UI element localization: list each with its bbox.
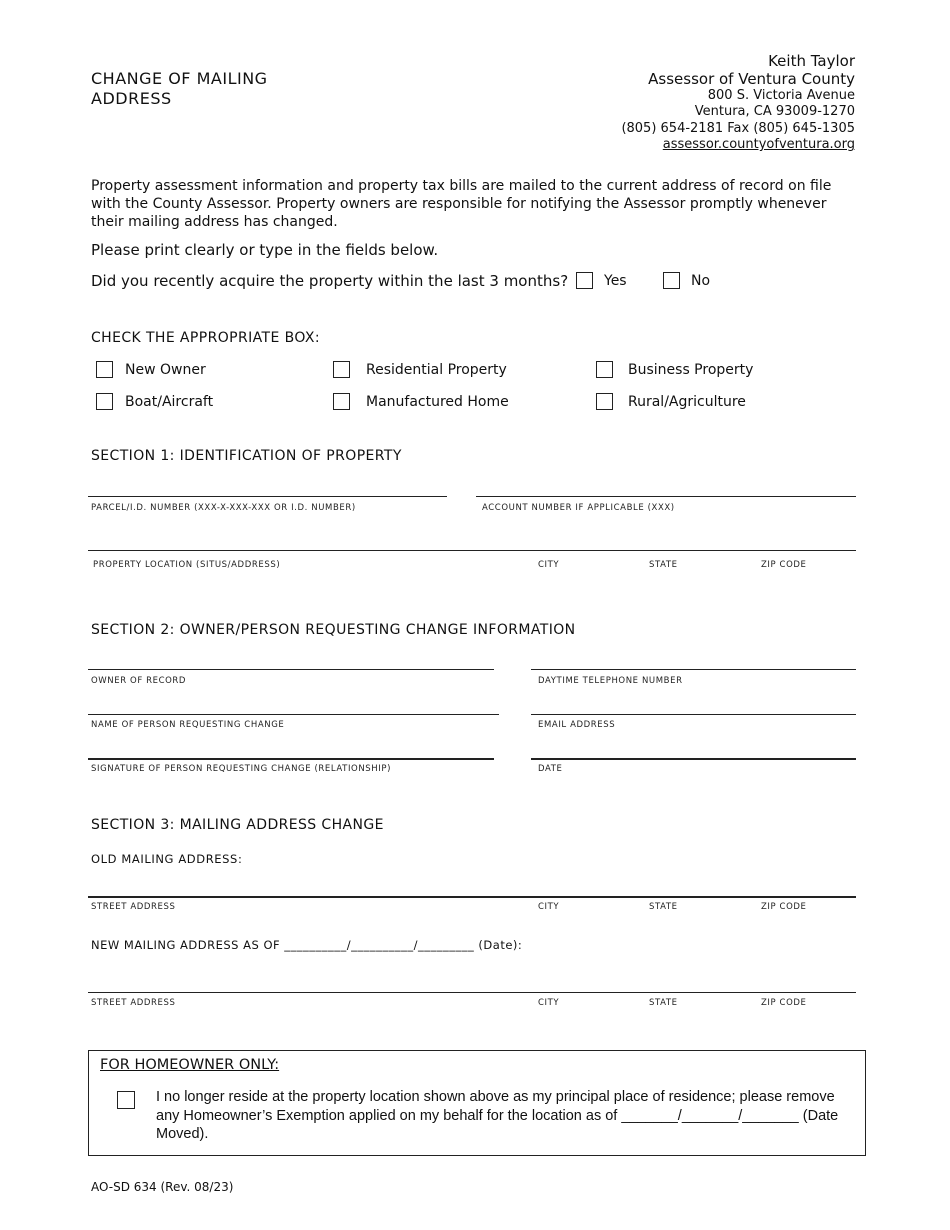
owner-of-record-field[interactable]: [88, 669, 494, 670]
boat-aircraft-label: Boat/Aircraft: [125, 394, 214, 410]
rural-agriculture-label: Rural/Agriculture: [628, 394, 746, 410]
new-zip-label: ZIP CODE: [761, 998, 807, 1008]
form-number: AO-SD 634 (Rev. 08/23): [91, 1180, 234, 1194]
new-street-label: STREET ADDRESS: [91, 998, 176, 1008]
no-label: No: [691, 273, 711, 289]
property-zip-label: ZIP CODE: [761, 560, 807, 570]
new-address-label: NEW MAILING ADDRESS AS OF __________/__________/_________ (Date):: [91, 938, 523, 952]
new-owner-checkbox[interactable]: [96, 361, 113, 378]
signature-label: SIGNATURE OF PERSON REQUESTING CHANGE (RELATIONSHIP): [91, 764, 392, 774]
old-address-field[interactable]: [88, 896, 856, 898]
daytime-phone-field[interactable]: [531, 669, 856, 670]
manufactured-home-checkbox[interactable]: [333, 393, 350, 410]
parcel-number-field[interactable]: [88, 496, 447, 497]
new-state-label: STATE: [649, 998, 678, 1008]
property-city-label: CITY: [538, 560, 560, 570]
daytime-phone-label: DAYTIME TELEPHONE NUMBER: [538, 676, 683, 686]
yes-label: Yes: [604, 273, 627, 289]
rural-agriculture-checkbox[interactable]: [596, 393, 613, 410]
property-location-field[interactable]: [88, 550, 856, 551]
homeowner-text: I no longer reside at the property location shown above as my principal place of residence; please remove any Homeowner’s Exemption applied on my behalf for the location as of _______/_______/_______ (Date Moved).: [156, 1089, 839, 1142]
old-city-label: CITY: [538, 902, 560, 912]
date-field[interactable]: [531, 758, 856, 760]
section2-heading: SECTION 2: OWNER/PERSON REQUESTING CHANGE INFORMATION: [91, 622, 576, 638]
property-location-label: PROPERTY LOCATION (SITUS/ADDRESS): [93, 560, 281, 570]
email-label: EMAIL ADDRESS: [538, 720, 616, 730]
office-phone-fax: (805) 654-2181 Fax (805) 645-1305: [621, 121, 855, 136]
new-address-field[interactable]: [88, 992, 856, 993]
property-state-label: STATE: [649, 560, 678, 570]
requester-name-label: NAME OF PERSON REQUESTING CHANGE: [91, 720, 285, 730]
requester-name-field[interactable]: [88, 714, 499, 715]
no-checkbox[interactable]: [663, 272, 680, 289]
old-street-label: STREET ADDRESS: [91, 902, 176, 912]
residential-property-checkbox[interactable]: [333, 361, 350, 378]
business-property-label: Business Property: [628, 362, 754, 378]
check-heading: CHECK THE APPROPRIATE BOX:: [91, 330, 320, 346]
homeowner-heading: FOR HOMEOWNER ONLY:: [100, 1057, 280, 1073]
yes-checkbox[interactable]: [576, 272, 593, 289]
new-city-label: CITY: [538, 998, 560, 1008]
old-zip-label: ZIP CODE: [761, 902, 807, 912]
office-website-link[interactable]: assessor.countyofventura.org: [662, 137, 855, 152]
assessor-name: Keith Taylor: [768, 52, 855, 70]
boat-aircraft-checkbox[interactable]: [96, 393, 113, 410]
acquire-question: Did you recently acquire the property within the last 3 months?: [91, 272, 569, 290]
homeowner-exemption-checkbox[interactable]: [117, 1091, 135, 1109]
old-address-label: OLD MAILING ADDRESS:: [91, 852, 243, 866]
form-title: CHANGE OF MAILING ADDRESS: [91, 69, 268, 108]
section3-heading: SECTION 3: MAILING ADDRESS CHANGE: [91, 817, 384, 833]
office-street: 800 S. Victoria Avenue: [707, 88, 855, 103]
intro-paragraph: Property assessment information and property tax bills are mailed to the current address of record on file with the County Assessor. Property owners are responsible for notifying the Assessor promptly whenever their mailing address has changed.: [91, 178, 832, 230]
account-number-field[interactable]: [476, 496, 856, 497]
owner-of-record-label: OWNER OF RECORD: [91, 676, 187, 686]
business-property-checkbox[interactable]: [596, 361, 613, 378]
office-city: Ventura, CA 93009-1270: [694, 104, 855, 119]
residential-property-label: Residential Property: [366, 362, 507, 378]
account-number-label: ACCOUNT NUMBER IF APPLICABLE (XXX): [482, 503, 675, 513]
old-state-label: STATE: [649, 902, 678, 912]
date-label: DATE: [538, 764, 563, 774]
manufactured-home-label: Manufactured Home: [366, 394, 509, 410]
section1-heading: SECTION 1: IDENTIFICATION OF PROPERTY: [91, 448, 402, 464]
signature-field[interactable]: [88, 758, 494, 760]
new-owner-label: New Owner: [125, 362, 206, 378]
print-instruction: Please print clearly or type in the fields below.: [91, 241, 439, 259]
email-field[interactable]: [531, 714, 856, 715]
parcel-number-label: PARCEL/I.D. NUMBER (XXX-X-XXX-XXX OR I.D. NUMBER): [91, 503, 356, 513]
assessor-office: Assessor of Ventura County: [648, 70, 855, 88]
